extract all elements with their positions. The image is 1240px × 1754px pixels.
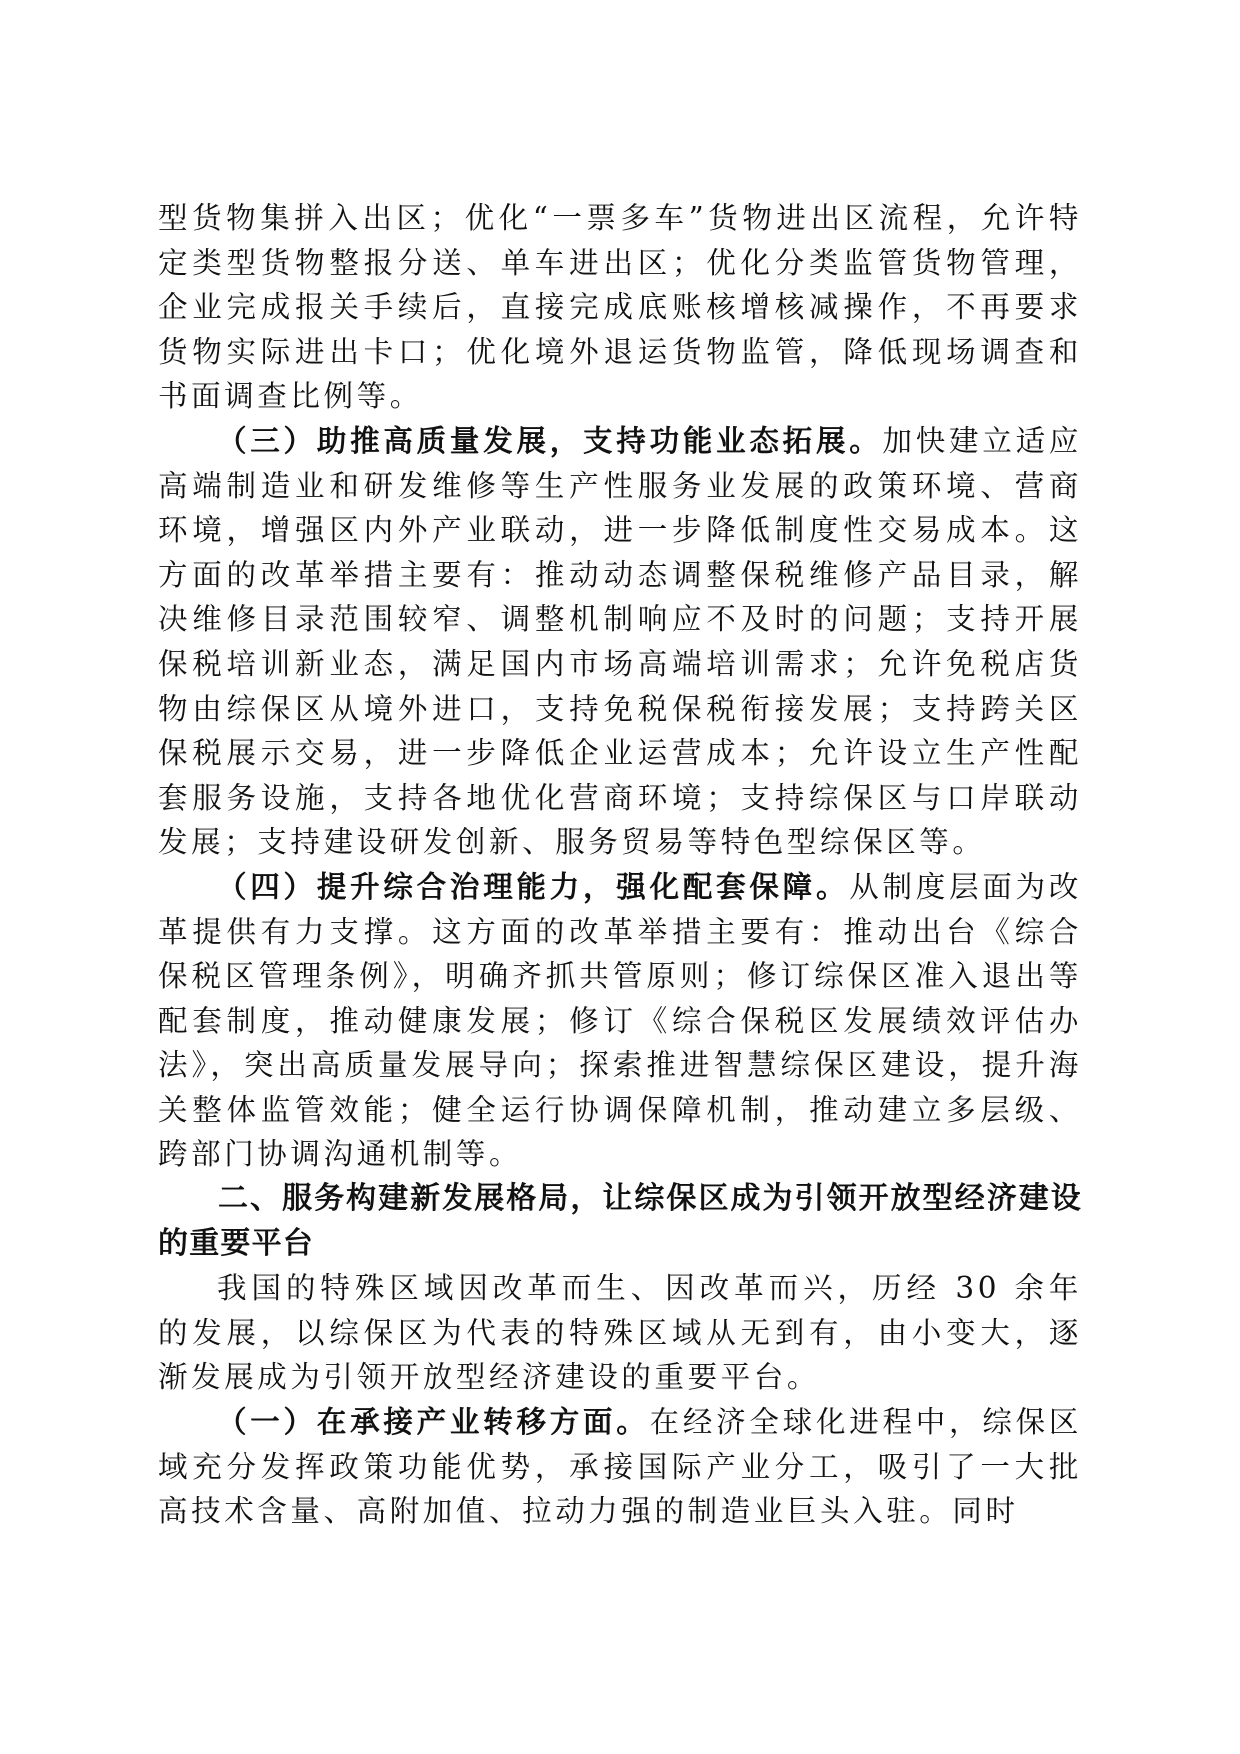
paragraph-text: 从制度层面为改革提供有力支撑。这方面的改革举措主要有：推动出台《综合保税区管理条例》，明确齐抓共管原则；修订综保区准入退出等配套制度，推动健康发展；修订《综合保税区发展绩效评估办法》，突出高质量发展导向；探索推进智慧综保区建设，提升海关整体监管效能；健全运行协调保障机制，推动建立多层级、跨部门协调沟通机制等。 — [158, 869, 1083, 1172]
section-heading-two: 二、服务构建新发展格局，让综保区成为引领开放型经济建设的重要平台 — [158, 1181, 1082, 1261]
paragraph-intro — [158, 1266, 1082, 1400]
section-four-lead: （四）提升综合治理能力，强化配套保障。 — [217, 868, 850, 904]
paragraph-section-four — [158, 865, 1082, 1177]
paragraph-continuation — [158, 196, 1082, 419]
paragraph-text: 在经济全球化进程中，综保区域充分发挥政策功能优势，承接国际产业分工，吸引了一大批高技术含量、高附加值、拉动力强的制造业巨头入驻。同时 — [158, 1405, 1082, 1529]
document-page — [158, 196, 1082, 1534]
paragraph-section-three — [158, 419, 1082, 865]
paragraph-subsection-one — [158, 1400, 1082, 1534]
subsection-one-lead: （一）在承接产业转移方面。 — [217, 1404, 650, 1440]
paragraph-text: 我国的特殊区域因改革而生、因改革而兴，历经 30 余年的发展，以综保区为代表的特殊区域从无到有，由小变大，逐渐发展成为引领开放型经济建设的重要平台。 — [158, 1271, 1082, 1395]
paragraph-text: 型货物集拼入出区；优化“一票多车”货物进出区流程，允许特定类型货物整报分送、单车进出区；优化分类监管货物管理，企业完成报关手续后，直接完成底账核增核减操作，不再要求货物实际进出卡口；优化境外退运货物监管，降低现场调查和书面调查比例等。 — [158, 201, 1082, 414]
paragraph-text: 加快建立适应高端制造业和研发维修等生产性服务业发展的政策环境、营商环境，增强区内外产业联动，进一步降低制度性交易成本。这方面的改革举措主要有：推动动态调整保税维修产品目录，解决维修目录范围较窄、调整机制响应不及时的问题；支持开展保税培训新业态，满足国内市场高端培训需求；允许免税店货物由综保区从境外进口，支持免税保税衔接发展；支持跨关区保税展示交易，进一步降低企业运营成本；允许设立生产性配套服务设施，支持各地优化营商环境；支持综保区与口岸联动发展；支持建设研发创新、服务贸易等特色型综保区等。 — [158, 423, 1082, 860]
section-three-lead: （三）助推高质量发展，支持功能业态拓展。 — [217, 422, 883, 458]
